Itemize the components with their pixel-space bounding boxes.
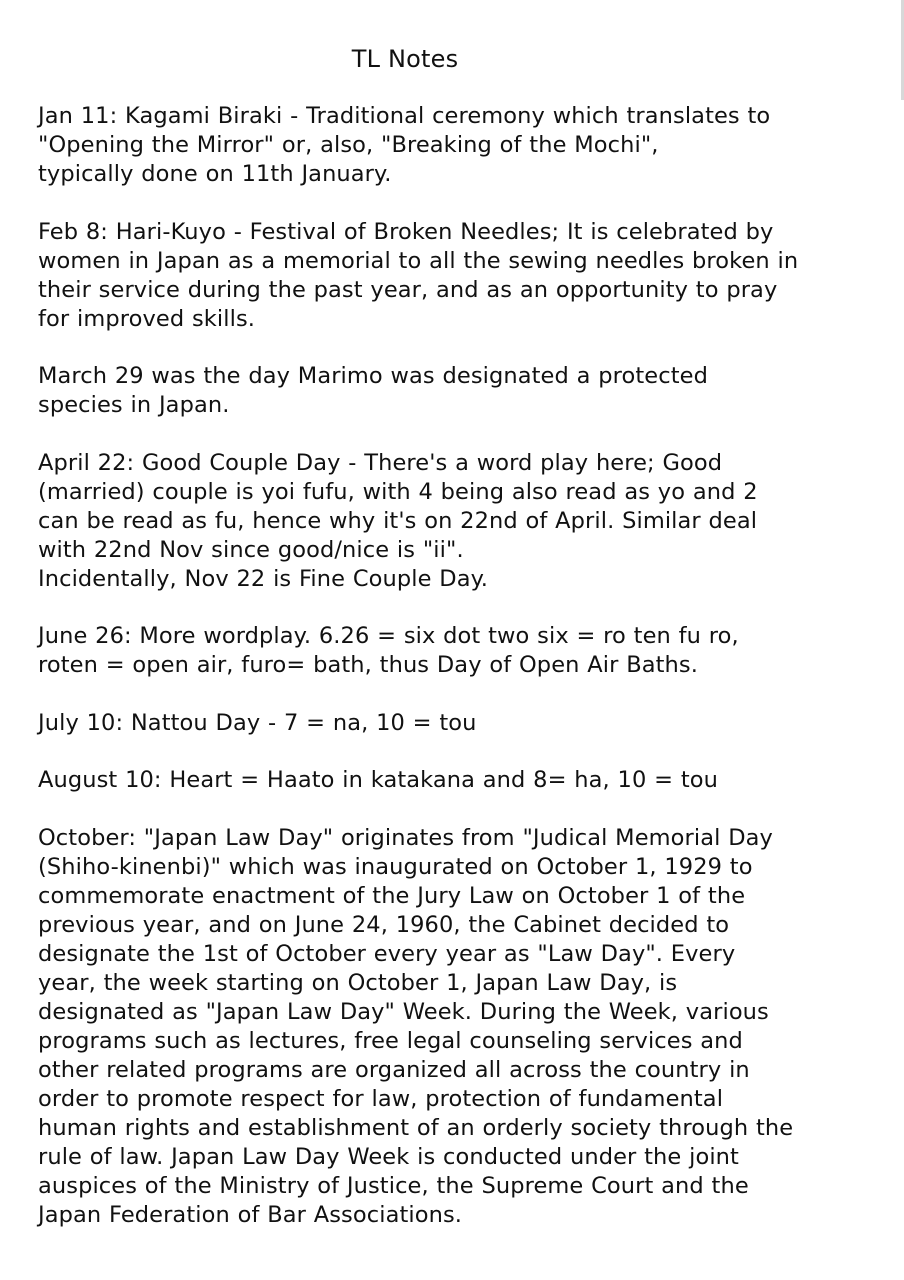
note-line: designated as "Japan Law Day" Week. During the Week, various	[38, 998, 769, 1025]
note-line: order to promote respect for law, protection of fundamental	[38, 1085, 724, 1112]
note-line: human rights and establishment of an orderly society through the	[38, 1114, 794, 1141]
note-paragraph	[38, 622, 878, 680]
note-line: (Shiho-kinenbi)" which was inaugurated on October 1, 1929 to	[38, 853, 753, 880]
note-line: their service during the past year, and as an opportunity to pray	[38, 276, 778, 303]
note-paragraph	[38, 709, 878, 738]
note-line: rule of law. Japan Law Day Week is conducted under the joint	[38, 1143, 739, 1170]
page-title: TL Notes	[351, 45, 459, 73]
note-paragraph	[38, 102, 878, 189]
note-line: species in Japan.	[38, 392, 230, 418]
note-line: "Opening the Mirror" or, also, "Breaking of the Mochi",	[38, 132, 659, 158]
note-line: with 22nd Nov since good/nice is "ii".	[38, 536, 464, 563]
note-paragraph	[38, 824, 878, 1230]
note-line: July 10: Nattou Day - 7 = na, 10 = tou	[38, 709, 477, 736]
note-line: August 10: Heart = Haato in katakana and 8= ha, 10 = tou	[38, 767, 718, 793]
note-line: April 22: Good Couple Day - There's a word play here; Good	[38, 449, 723, 476]
note-paragraph	[38, 218, 878, 334]
note-line: Jan 11: Kagami Biraki - Traditional ceremony which translates to	[38, 103, 771, 129]
note-line: commemorate enactment of the Jury Law on October 1 of the	[38, 882, 746, 909]
note-line: previous year, and on June 24, 1960, the Cabinet decided to	[38, 911, 730, 938]
note-paragraph	[38, 766, 878, 795]
note-line: designate the 1st of October every year as "Law Day". Every	[38, 940, 736, 967]
note-line: women in Japan as a memorial to all the sewing needles broken in	[38, 247, 799, 274]
note-line: auspices of the Ministry of Justice, the Supreme Court and the	[38, 1172, 749, 1199]
note-line: June 26: More wordplay. 6.26 = six dot two six = ro ten fu ro,	[38, 623, 739, 649]
notes-list	[38, 102, 878, 1258]
note-line: other related programs are organized all across the country in	[38, 1056, 750, 1083]
note-line: March 29 was the day Marimo was designated a protected	[38, 363, 708, 389]
note-line: programs such as lectures, free legal counseling services and	[38, 1027, 743, 1054]
note-paragraph	[38, 449, 878, 594]
note-line: roten = open air, furo= bath, thus Day of Open Air Baths.	[38, 652, 698, 678]
note-line: year, the week starting on October 1, Japan Law Day, is	[38, 969, 678, 996]
note-line: October: "Japan Law Day" originates from "Judical Memorial Day	[38, 824, 773, 851]
note-line: Incidentally, Nov 22 is Fine Couple Day.	[38, 565, 489, 592]
note-line: Feb 8: Hari-Kuyo - Festival of Broken Needles; It is celebrated by	[38, 218, 774, 245]
note-paragraph	[38, 362, 878, 420]
note-line: typically done on 11th January.	[38, 161, 392, 187]
note-line: (married) couple is yoi fufu, with 4 being also read as yo and 2	[38, 478, 758, 505]
note-line: Japan Federation of Bar Associations.	[38, 1201, 463, 1228]
note-line: for improved skills.	[38, 305, 256, 332]
note-line: can be read as fu, hence why it's on 22nd of April. Similar deal	[38, 507, 758, 534]
